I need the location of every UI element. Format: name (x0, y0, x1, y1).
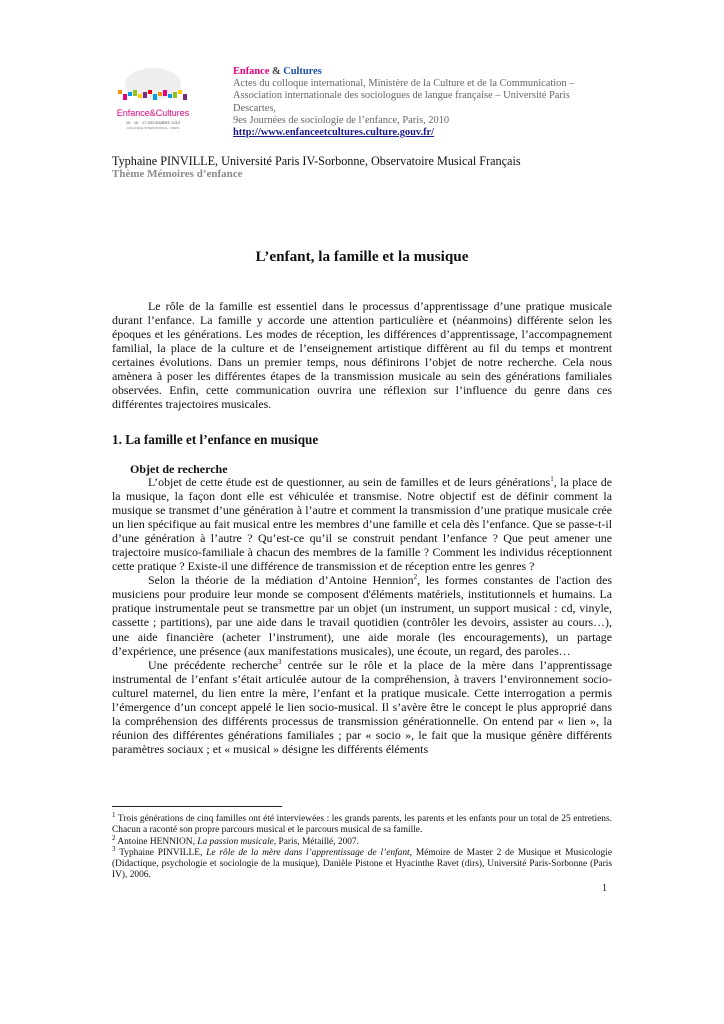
logo-square (158, 92, 162, 96)
footnote-1-mark: 1 (112, 810, 116, 819)
footnote-1 (112, 810, 612, 837)
logo-square (178, 90, 182, 94)
header-title-enfance: Enfance (233, 66, 270, 77)
footnote-ref-3[interactable]: 3 (278, 657, 282, 666)
logo-square (123, 94, 127, 100)
page-number: 1 (602, 883, 607, 894)
logo-square (163, 90, 167, 96)
header-line-2: Association internationale des sociologues de langue française – Université Paris Descartes, (233, 90, 570, 114)
logo-square (118, 90, 122, 94)
document-title: L’enfant, la famille et la musique (255, 248, 469, 265)
header-url-link[interactable]: http://www.enfanceetcultures.culture.gouv.fr/ (233, 127, 435, 139)
logo-square (148, 90, 152, 94)
footnote-2-text-post: , Paris, Métaillé, 2007. (273, 836, 359, 847)
logo-square (173, 92, 177, 98)
logo-square (168, 94, 172, 98)
paragraph-3-start: Une précédente recherche (148, 657, 278, 672)
paragraph-1-start: L’objet de cette étude est de questionner, au sein de familles et de leurs générations (148, 475, 551, 489)
paragraph-1-rest: , la place de la musique, la façon dont elle est véhiculée et transmise. Notre objectif est de définir comment la musique se transmet d’une génération à l’autre et comment la transmission d’une pratique musicale crée un lien spécifique au fait musical entre les membres d’une famille et cela dès l’enfance. Que se passe-t-il d’une génération à l’autre ? Qu’est-ce qu’il se construit pendant l’enfance ? Que peut amener une trajectoire musico-familiale à chacun des membres de la famille ? Comment les individus réceptionnent cette pratique ? Existe-il une différence de transmission et de réception entre les genres ? (112, 475, 613, 574)
header-title (233, 66, 613, 78)
footnote-separator (112, 806, 282, 807)
footnote-2-text-pre: Antoine HENNION, (117, 836, 198, 847)
abstract (112, 299, 612, 411)
theme-line: Thème Mémoires d’enfance (112, 168, 243, 180)
logo-square (133, 90, 137, 96)
paragraph-2-start: Selon la théorie de la médiation d’Antoine Hennion (148, 573, 414, 588)
enfance-cultures-logo (112, 66, 194, 132)
logo-subtitle: COLLOQUE INTERNATIONAL · PARIS (126, 126, 180, 130)
paragraph-2-rest: , les formes constantes de l'action des musiciens pour produire leur monde se composent d'éléments matériels, institutionnels et humains. La pratique instrumentale peut se transmettre par un objet (un instrument, un support musical : cd, vinyle, cassette ; partitions), par une aide dans le travail quotidien (contrôler les devoirs, assister au cours…), une aide financière (acheter l’instrument), une aide morale (les encouragements), un partage d’expérience, une présence (aux manifestations musicales), une écoute, un regard, des paroles… (112, 573, 612, 658)
footnote-3-thesis-title: Le rôle de la mère dans l’apprentissage de l’enfant (206, 847, 410, 858)
paragraph-2 (112, 573, 612, 657)
main-text (112, 475, 612, 756)
footnote-ref-2[interactable]: 2 (413, 573, 418, 582)
footnote-3-text-pre: Typhaine PINVILLE, (119, 847, 207, 858)
conference-header (233, 66, 613, 139)
logo-square (143, 92, 147, 98)
logo-square (138, 94, 142, 98)
logo-square (153, 94, 157, 100)
paragraph-3-rest: centrée sur le rôle et la place de la mère dans l’apprentissage instrumental de l’enfant s’était articulée autour de la compréhension, à travers l’environnement socio-culturel maternel, du lien entre la mère, l’enfant et la pratique musicale. Cette interrogation a permis l’émergence d’un concept appelé le lien socio-musical. Il s’avère être le concept le plus approprié dans la compréhension des différents processus de transmission générationnelle. On entend par « lien », la réunion des différentes générations familiales ; par « socio », le fait que la musique génère différents paramètres sociaux ; et « musical » désigne les différents éléments (112, 657, 612, 756)
subsection-heading: Objet de recherche (130, 462, 228, 476)
logo-dates: 15 · 16 · 17 DÉCEMBRE 2010 (125, 120, 181, 125)
paragraph-3 (112, 658, 612, 756)
footnote-ref-1[interactable]: 1 (550, 475, 554, 484)
footnote-1-text: Trois générations de cinq familles ont été interviewées : les grands parents, les parents et les enfants pour un total de 25 entretiens. Chacun a raconté son propre parcours musical et le parcours musical de sa famille. (112, 814, 612, 836)
header-title-cultures: Cultures (283, 66, 322, 77)
footnotes (112, 810, 612, 882)
footnote-2-book-title: La passion musicale (197, 836, 274, 847)
footnote-3-text-post: , Mémoire de Master 2 de Musique et Musicologie (Didactique, psychologie et sociologie de la musique), Danièle Pistone et Hyacinthe Ravet (dirs), Université Paris-Sorbonne (Paris IV), 2006. (112, 847, 612, 881)
logo-square (183, 94, 187, 100)
header-title-amp: & (271, 66, 281, 77)
logo-square (128, 92, 132, 96)
author-line: Typhaine PINVILLE, Université Paris IV-Sorbonne, Observatoire Musical Français (112, 154, 521, 168)
footnote-2 (112, 833, 612, 848)
header-line-3: 9es Journées de sociologie de l’enfance, Paris, 2010 (233, 114, 450, 126)
footnote-3-mark: 3 (112, 844, 116, 853)
logo-text: Enfance&Cultures (116, 108, 190, 118)
header-line-1: Actes du colloque international, Ministère de la Culture et de la Communication – (233, 78, 575, 90)
section-heading-1: 1. La famille et l’enfance en musique (112, 432, 319, 447)
paragraph-1 (112, 475, 612, 573)
abstract-paragraph: Le rôle de la famille est essentiel dans le processus d’apprentissage d’une pratique musicale durant l’enfance. La famille y accorde une attention particulière et (néanmoins) différente selon les époques et les générations. Les modes de réception, les différences d’apprentissage, l’accompagnement familial, la place de la culture et de l’enseignement artistique diffèrent au fil du temps et montrent certaines évolutions. Dans un premier temps, nous définirons l’objet de notre recherche. Cela nous amènera à poser les différentes étapes de la transmission musicale au sein des générations familiales observées. Enfin, cette communication ouvrira une réflexion sur l’influence du genre dans ces différentes trajectoires musicales. (112, 299, 612, 412)
footnote-2-mark: 2 (112, 833, 116, 842)
footnote-3 (112, 844, 612, 882)
